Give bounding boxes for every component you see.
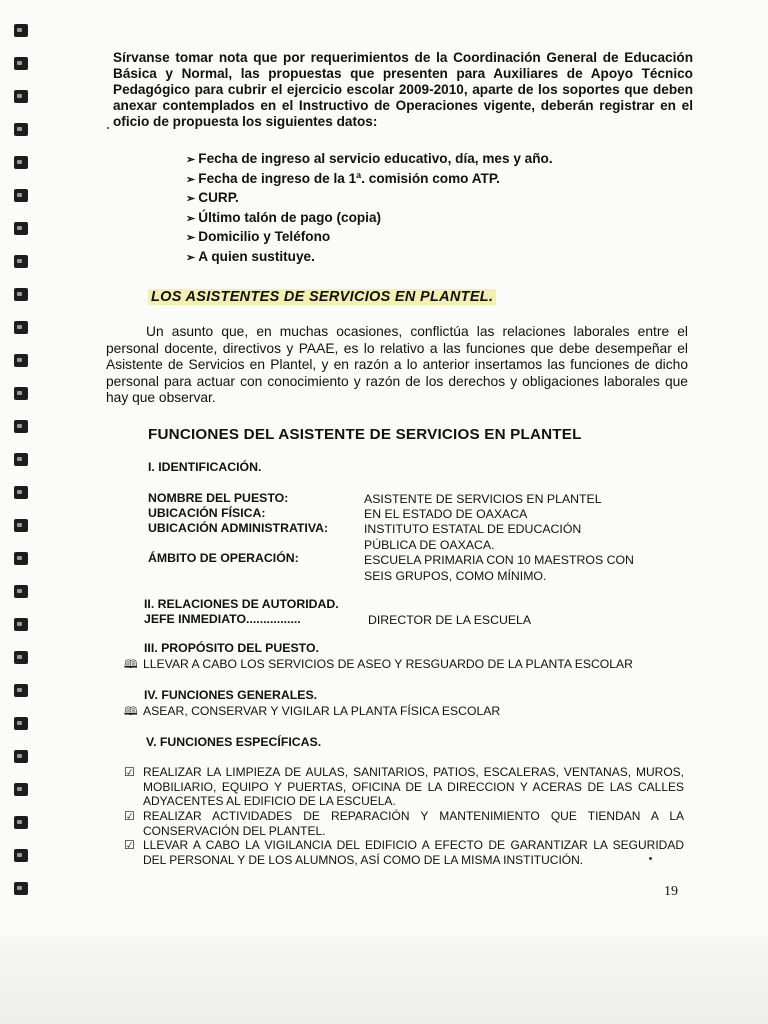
body-paragraph: Un asunto que, en muchas ocasiones, conflictúa las relaciones laborales entre el personal docente, directivos y PAAE, es lo relativo a las funciones que debe desempeñar el Asistente de Servicios en Plantel, y en razón a lo anterior insertamos las funciones de dicho personal para actuar con conocimiento y razón de los derechos y obligaciones laborales que hay que observar.	[106, 324, 688, 406]
field-label: JEFE INMEDIATO................	[144, 612, 301, 626]
field-value: ASISTENTE DE SERVICIOS EN PLANTEL	[364, 492, 602, 506]
list-item: ➢ Último talón de pago (copia)	[186, 209, 553, 229]
field-label: UBICACIÓN ADMINISTRATIVA:	[148, 521, 329, 535]
field-value: EN EL ESTADO DE OAXACA	[364, 507, 528, 521]
page-number: 19	[664, 884, 678, 899]
open-book-icon: 🕮	[124, 705, 138, 718]
intro-paragraph: Sírvanse tomar nota que por requerimientos de la Coordinación General de Educación Básica y Normal, las propuestas que presenten para Auxiliares de Apoyo Técnico Pedagógico para cubrir el ejercicio escolar 2009-2010, aparte de los soportes que deben anexar contemplados en el Instructivo de Operaciones vigente, deberán registrar en el oficio de propuesta los siguientes datos:	[113, 50, 693, 129]
identification-heading: I. IDENTIFICACIÓN.	[148, 460, 262, 474]
field-value: DIRECTOR DE LA ESCUELA	[368, 613, 532, 627]
spiral-binding	[14, 24, 36, 904]
purpose-text: LLEVAR A CABO LOS SERVICIOS DE ASEO Y RESGUARDO DE LA PLANTA ESCOLAR	[143, 657, 633, 671]
list-item	[124, 765, 684, 809]
functions-title: FUNCIONES DEL ASISTENTE DE SERVICIOS EN PLANTEL	[148, 426, 582, 443]
list-item: ➢ CURP.	[186, 189, 553, 209]
list-item: ➢ A quien sustituye.	[186, 248, 553, 268]
specific-function-text: LLEVAR A CABO LA VIGILANCIA DEL EDIFICIO A EFECTO DE GARANTIZAR LA SEGURIDAD DEL PERSONAL Y DE LOS ALUMNOS, ASÍ COMO DE LA MISMA INSTITUCIÓN.	[143, 838, 684, 867]
field-label: ÁMBITO DE OPERACIÓN:	[148, 551, 299, 565]
open-book-icon: 🕮	[124, 658, 138, 671]
checked-box-icon: ☑	[124, 809, 135, 823]
checked-box-icon: ☑	[124, 838, 135, 852]
purpose-heading: III. PROPÓSITO DEL PUESTO.	[144, 641, 319, 655]
list-item: ➢ Domicilio y Teléfono	[186, 228, 553, 248]
specific-function-text: REALIZAR LA LIMPIEZA DE AULAS, SANITARIOS, PATIOS, ESCALERAS, VENTANAS, MUROS, MOBILIARIO, EQUIPO Y PUERTAS, OFICINA DE LA DIRECCION Y ACERAS DE LAS CALLES ADYACENTES AL EDIFICIO DE LA ESCUELA.	[143, 765, 684, 809]
list-item	[124, 838, 684, 867]
scan-speck	[649, 857, 652, 860]
checked-box-icon: ☑	[124, 765, 135, 779]
section-title: LOS ASISTENTES DE SERVICIOS EN PLANTEL.	[148, 289, 496, 305]
scan-speck	[107, 127, 109, 129]
field-label: UBICACIÓN FÍSICA:	[148, 506, 266, 520]
general-functions-heading: IV. FUNCIONES GENERALES.	[144, 688, 318, 702]
specific-functions-heading: V. FUNCIONES ESPECÍFICAS.	[146, 735, 322, 749]
field-value: INSTITUTO ESTATAL DE EDUCACIÓN PÚBLICA DE OAXACA.	[364, 522, 582, 552]
field-label: NOMBRE DEL PUESTO:	[148, 491, 289, 505]
specific-function-text: REALIZAR ACTIVIDADES DE REPARACIÓN Y MANTENIMIENTO QUE TIENDAN A LA CONSERVACIÓN DEL PLANTEL.	[143, 809, 684, 838]
list-item	[124, 809, 684, 838]
field-value: ESCUELA PRIMARIA CON 10 MAESTROS CON SEIS GRUPOS, COMO MÍNIMO.	[364, 553, 634, 583]
required-data-list	[186, 150, 553, 267]
general-functions-text: ASEAR, CONSERVAR Y VIGILAR LA PLANTA FÍSICA ESCOLAR	[143, 704, 501, 718]
list-item: ➢ Fecha de ingreso de la 1ª. comisión como ATP.	[186, 170, 553, 190]
list-item: ➢ Fecha de ingreso al servicio educativo, día, mes y año.	[186, 150, 553, 170]
authority-heading: II. RELACIONES DE AUTORIDAD.	[144, 597, 339, 611]
